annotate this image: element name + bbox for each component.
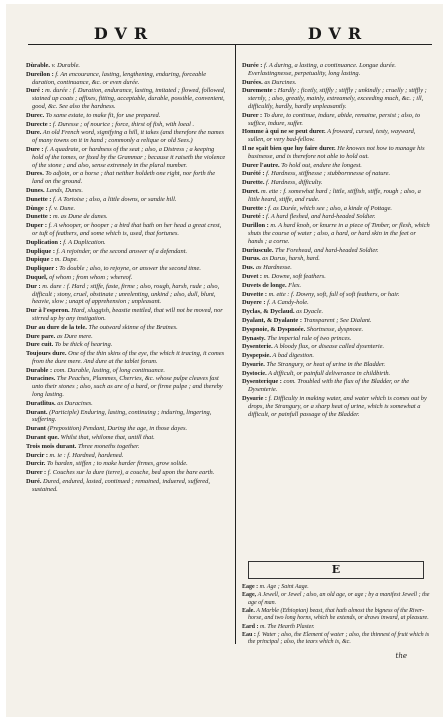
dictionary-entry [242, 247, 432, 255]
dictionary-entry [242, 79, 432, 87]
right-column [242, 62, 432, 554]
dictionary-entry [242, 213, 432, 221]
definition: One of the thin skins of the eye, the which it tracing, it comes from the dure mere. And dure at the tablet forum. [32, 350, 225, 365]
dictionary-entry [242, 395, 432, 418]
dictionary-entry [242, 343, 432, 351]
dictionary-entry [26, 222, 226, 238]
dictionary-entry [242, 608, 432, 623]
headword: Eage : [242, 584, 259, 590]
page-header-right: DVR [307, 24, 369, 43]
dictionary-entry [242, 352, 432, 360]
headword: Trois mois durant. [26, 442, 77, 450]
headword: Dus. [242, 264, 255, 272]
headword: Dunette : [26, 195, 52, 203]
definition: f. Duresse ; of nourice ; force, thirst of fish, with loeal . [51, 120, 195, 128]
definition: m. ie : f. Hardned, hardened. [47, 451, 124, 459]
headword: Duracines. [26, 375, 56, 383]
headword: Duratlitus. [26, 399, 56, 407]
dictionary-entry [26, 434, 226, 442]
headword: Dure pare. [26, 332, 56, 340]
dictionary-entry [242, 128, 432, 144]
headword: Dur au dure de la tele. [26, 323, 87, 331]
dictionary-entry [26, 307, 226, 323]
definition: as Dure mere. [55, 332, 93, 340]
headword: Durer : [242, 111, 263, 119]
dictionary-entry [242, 170, 432, 178]
dictionary-entry [26, 196, 226, 204]
definition: m. ette : f. somewhat hard ; little, stiffish, stiffe, rough ; also, a little heard, stiffe, and rude. [248, 187, 421, 203]
definition: m. Age ; Saint Aage. [258, 584, 309, 590]
dictionary-entry [26, 283, 226, 306]
definition: An old French word, signifying a hill, it takes (and therefore the names of many towns on it in hand ; commonly a relique or old Sees.) [32, 129, 224, 145]
definition: A Marble (Ethiopian) beast, that hath almost the bigness of the River-horse, and two long horns, which he extends, or draws inward, at pleasure. [248, 607, 429, 622]
definition: To same estate, to make fit, for use prepared. [44, 111, 161, 119]
headword: Homme à qui ne se peut durer. [242, 128, 326, 136]
headword: Durable : [26, 366, 53, 374]
headword: Durec. [26, 111, 45, 119]
dictionary-entry [26, 425, 226, 433]
headword: Duplication : [26, 238, 62, 246]
dictionary-entry [242, 624, 432, 631]
definition: f. A quadrate, or hardness of the seat ; also, a Distress ; a keeping hold of the tomes, or fixed by the Grammar ; because it raiseth the violence of the stone ; and also, sense extremely in the plural number. [32, 145, 226, 169]
dictionary-entry [26, 213, 226, 221]
dictionary-entry [242, 584, 432, 591]
definition: Three moneths together. [76, 442, 140, 450]
dictionary-entry [242, 112, 432, 128]
definition: f. A whooper, or hooper ; a bird that hath on her head a great crest, or tuft of feathers, and some which is, used, that fortunes. [32, 222, 222, 237]
definition: He knowes not how to manage his businesse, and is therefore not able to hold out. [248, 144, 425, 160]
headword: Duvet : [242, 272, 263, 280]
dictionary-entry [242, 179, 432, 187]
dictionary-entry [26, 248, 226, 256]
headword: Eau : [242, 631, 256, 638]
headword: Dure. [26, 129, 42, 137]
headword: Dur à l'esperon. [26, 307, 70, 315]
dictionary-entry [26, 170, 226, 186]
definition: To dure, to continue, indure, abide, remaine, persist ; also, to suffice, indure, suffer. [248, 111, 421, 127]
definition: com. Durable, lasting, of long continuance. [52, 366, 165, 374]
headword: Toujours dure. [26, 350, 67, 358]
definition: The Strangury, or heat of urine in the Bladder. [264, 360, 386, 368]
page-header-left: DVR [93, 24, 155, 43]
dictionary-entry [26, 469, 226, 477]
headword: Dystocie. [242, 369, 267, 377]
dictionary-entry [26, 324, 226, 332]
definition: f. Couches sur la dure (terre), a couche, bed upon the bare earth. [46, 469, 215, 477]
dictionary-entry [242, 264, 432, 272]
definition: of whom ; from whom ; whereof. [47, 273, 133, 281]
definition: as Dyacle. [294, 308, 324, 316]
definition: (Participle) Enduring, lasting, continuing ; induring, lingering, suffering. [32, 408, 212, 424]
definition: f. Hardness, stiffnesse ; stubbornnesse of nature. [264, 170, 391, 178]
dictionary-entry [242, 291, 432, 299]
headword: Dùrable. [26, 62, 50, 69]
dictionary-entry [26, 400, 226, 408]
headword: Dynasty. [242, 334, 266, 342]
headword: Duyere : [242, 299, 266, 307]
definition: f. A Tortoise ; also, a little downs, or sandie hill. [51, 195, 177, 203]
definition: com. Troubled with the flux of the Bladder, or the Dysenterie. [248, 378, 410, 394]
headword: Dureté : [242, 213, 265, 221]
left-column [26, 62, 226, 642]
headword: Duper : [26, 222, 48, 230]
headword: Dysurie. [242, 360, 265, 368]
headword: Dysurie : [242, 395, 268, 403]
headword: Durette : [242, 204, 267, 212]
dictionary-entry [242, 317, 432, 325]
section-letter: E [331, 563, 341, 576]
dictionary-entry [26, 146, 226, 169]
headword: Dur : [26, 282, 41, 290]
definition: f. A Duplication. [61, 238, 106, 246]
dictionary-entry [242, 205, 432, 213]
definition: To be thick of hearing. [53, 341, 113, 349]
headword: Durer l'autre. [242, 161, 280, 169]
definition: The imperial rule of two princes. [265, 334, 352, 342]
headword: Duvette : [242, 290, 268, 298]
headword: Eale. [242, 607, 255, 614]
dictionary-entry [26, 367, 226, 375]
dictionary-entry [26, 350, 226, 366]
headword: Durecte : [26, 120, 52, 128]
definition: f. v. Dune. [47, 204, 76, 212]
headword: Dupique : [26, 256, 54, 264]
dictionary-entry [242, 326, 432, 334]
e-section-column [242, 584, 432, 648]
dictionary-entry [26, 274, 226, 282]
dictionary-page [6, 4, 443, 717]
headword: Durété : [242, 170, 265, 178]
definition: The outward skinne of the Braines. [86, 323, 178, 331]
definition: f. as Durée, which see ; also, a kinde of Pottage. [266, 204, 393, 212]
definition: (Preposition) Pendant, During the age, in those dayes. [45, 425, 188, 433]
definition: f. Water ; also, the Element of water ; also, the thinnest of fruit which is the principal ; also, the tears which is, &c. [248, 631, 430, 646]
definition: m. A hard knob, or knurre in a piece of Timber, or flesh, which shuts the course of water ; also, a hard, or hard skin in the feet or hands ; a corne. [248, 222, 430, 245]
dictionary-entry [26, 409, 226, 425]
dictionary-entry [26, 71, 226, 87]
dictionary-entry [242, 632, 432, 647]
definition: m. Downe, soft feathers. [262, 272, 326, 280]
headword: Duré : [26, 87, 44, 95]
headword: Dures. [26, 170, 44, 178]
dictionary-entry [242, 361, 432, 369]
dictionary-entry [242, 87, 432, 110]
dictionary-entry [242, 370, 432, 378]
dictionary-entry [242, 299, 432, 307]
definition: as Durus, harsh, hard. [260, 255, 320, 263]
headword: Duriuscule. [242, 246, 274, 254]
definition: Hard, sluggish, beastie mettled, that will not be moved, nor stirred up by any instigation. [32, 307, 223, 322]
definition: Hardly ; ficetly, stiffly ; stiffly ; unkindly ; cruelly ; stiffly ; sternly, ; also, greatly, mainly, extreamely, exceeding much, &c. ; ill, difficultly, hardly, hardly unpleasantly. [248, 87, 427, 110]
headword: Dupliquer : [26, 265, 58, 273]
headword: Duvets de longe. [242, 281, 287, 289]
dictionary-entry [242, 162, 432, 170]
dictionary-entry [26, 478, 226, 494]
headword: Dyclas, & Dyclaud. [242, 308, 295, 316]
definition: Flex. [286, 281, 302, 289]
dictionary-entry [26, 341, 226, 349]
headword: Durette. [242, 179, 265, 187]
dictionary-entry [242, 335, 432, 343]
header-rule [28, 44, 432, 45]
headword: Durée : [242, 62, 263, 69]
dictionary-entry [26, 205, 226, 213]
definition: To double ; also, to rejoyne, or answer the second time. [57, 265, 201, 273]
definition: A froward, cursed, testy, wayward, sullen, or very bad-fellow. [248, 128, 416, 144]
definition: m. The Hearth Plaster. [258, 623, 315, 630]
dictionary-entry [26, 265, 226, 273]
headword: Durcir : [26, 451, 48, 459]
definition: as Duracines. [55, 399, 93, 407]
definition: Transparent ; See Dialant. [302, 316, 372, 324]
headword: Dyspepsie. [242, 352, 271, 360]
definition: Shortnesse, dyspnoee. [305, 325, 364, 333]
headword: Duret. [242, 187, 260, 195]
headword: Dure cuit. [26, 341, 54, 349]
dictionary-entry [26, 452, 226, 460]
dictionary-entry [242, 282, 432, 290]
dictionary-entry [26, 375, 226, 398]
dictionary-entry [26, 333, 226, 341]
section-letter-block [248, 561, 424, 579]
headword: Dunette : [26, 213, 52, 221]
headword: Dùnge : [26, 204, 48, 212]
definition: as Durcines. [262, 78, 297, 86]
headword: Durcir. [26, 460, 46, 468]
headword: Dyalant, & Dyalante : [242, 316, 302, 324]
dictionary-entry [242, 308, 432, 316]
headword: Dysenterique : [242, 378, 282, 386]
definition: To adjoin, or a horse ; that neither holdeth one right, nor forth the land on the ground. [32, 170, 216, 186]
definition: A bad digestion. [270, 352, 315, 360]
catchword: the [395, 652, 407, 660]
definition: A Jewell, or Jewel ; also, an old age, or age ; by a manifest Jewell ; the age of man. [248, 592, 430, 606]
dictionary-entry [242, 378, 432, 394]
headword: Duquel, [26, 273, 48, 281]
definition: m. Dupe. [53, 256, 79, 264]
headword: Durillon : [242, 222, 269, 230]
dictionary-entry [26, 187, 226, 195]
dictionary-entry [26, 460, 226, 468]
headword: Il ne sçait bien que luy faire durer. [242, 144, 336, 152]
dictionary-entry [26, 121, 226, 129]
definition: v. Durable. [49, 62, 81, 69]
headword: Durant [26, 425, 46, 433]
headword: Durant que. [26, 434, 60, 442]
definition: To harden, stiffen ; to make harder firmes, grow solide. [45, 460, 188, 468]
headword: Eage, [242, 592, 257, 599]
definition: as Hardnesse. [254, 264, 292, 272]
headword: Eard : [242, 623, 259, 630]
definition: m. dure : f. Hard ; stiffe, faste, firme ; also, rough, harsh, rude ; also, difficult ; stony, cruel, obstinate ; unrelenting, unkind ; also, dull, blunt, heavie, slow ; unapt of apprehension ; unpleasant. [32, 282, 220, 306]
dictionary-entry [26, 112, 226, 120]
dictionary-entry [242, 255, 432, 263]
dictionary-entry [242, 145, 432, 161]
definition: m. ette : f. Downy, soft, full of soft feathers, or hair. [267, 290, 400, 298]
definition: Whilst that, whilome that, untill that. [59, 434, 155, 442]
headword: Durant. [26, 408, 48, 416]
definition: f. A during, a lasting, a continuance. Longue durée. Everlastingnesse, perpetuality, long lasting. [248, 62, 397, 77]
headword: Durées. [242, 78, 263, 86]
headword: Duremente : [242, 87, 277, 95]
definition: f. An encourance, lasting, lengthening, enduring, forceable duration, continuance, &c. or even durée. [32, 70, 207, 86]
definition: f. A Candy-hole. [265, 299, 309, 307]
definition: Lands, Dunes. [44, 186, 84, 194]
column-divider [235, 44, 236, 644]
headword: Durus. [242, 255, 261, 263]
headword: Dysenterie. [242, 343, 273, 351]
dictionary-entry [242, 188, 432, 204]
definition: f. A hard fleshed, and hard-headed Soldier. [264, 213, 376, 221]
definition: The Peaches, Plummes, Cherries, &c. whose pulpe cleaves fast unto their stones ; also, such as are of a hard, or firme pulpe ; and thereby long lasting. [32, 375, 223, 399]
definition: m. as Dune de dunes. [51, 213, 108, 221]
dictionary-entry [26, 62, 226, 70]
dictionary-entry [26, 256, 226, 264]
dictionary-entry [26, 129, 226, 145]
dictionary-entry [26, 239, 226, 247]
headword: Dure : [26, 145, 44, 153]
headword: Duré. [26, 478, 42, 486]
dictionary-entry [242, 62, 432, 78]
dictionary-entry [242, 222, 432, 245]
dictionary-entry [26, 87, 226, 110]
definition: f. Hardness, difficulty. [264, 179, 323, 187]
definition: f. A rejoinder, or the second answer of a defendant. [54, 247, 188, 255]
definition: m. durée : f. Duration, endurance, lasting, imitated ; flowed, followed, stained up coats ; affixes, fitting, acceptable, durable, possible, convenient, good, &c. See also the hardness. [32, 87, 226, 110]
definition: To hold out, endure the longest. [279, 161, 362, 169]
headword: Duplique : [26, 247, 55, 255]
dictionary-entry [242, 273, 432, 281]
dictionary-entry [242, 592, 432, 607]
headword: Dureílon : [26, 70, 54, 78]
definition: The Forehead, and hard-headed Soldier. [273, 246, 379, 254]
definition: Dured, endured, lasted, continued ; remained, induered, suffered, sustained. [32, 478, 210, 493]
definition: f. Difficulty in making water, and water which is comes out by drops, the Strangury, or a sharp heat of urine, which is somewhat a difficult, or painfull passage of the Bladder. [248, 395, 427, 418]
headword: Dyspnoie, & Dyspnoée. [242, 325, 306, 333]
definition: A difficult, or painfull deliverance in childbirth. [266, 369, 391, 377]
headword: Dunes. [26, 186, 45, 194]
headword: Durer : [26, 469, 47, 477]
definition: A bloody flux, or disease called dysenterie. [272, 343, 385, 351]
dictionary-entry [26, 443, 226, 451]
